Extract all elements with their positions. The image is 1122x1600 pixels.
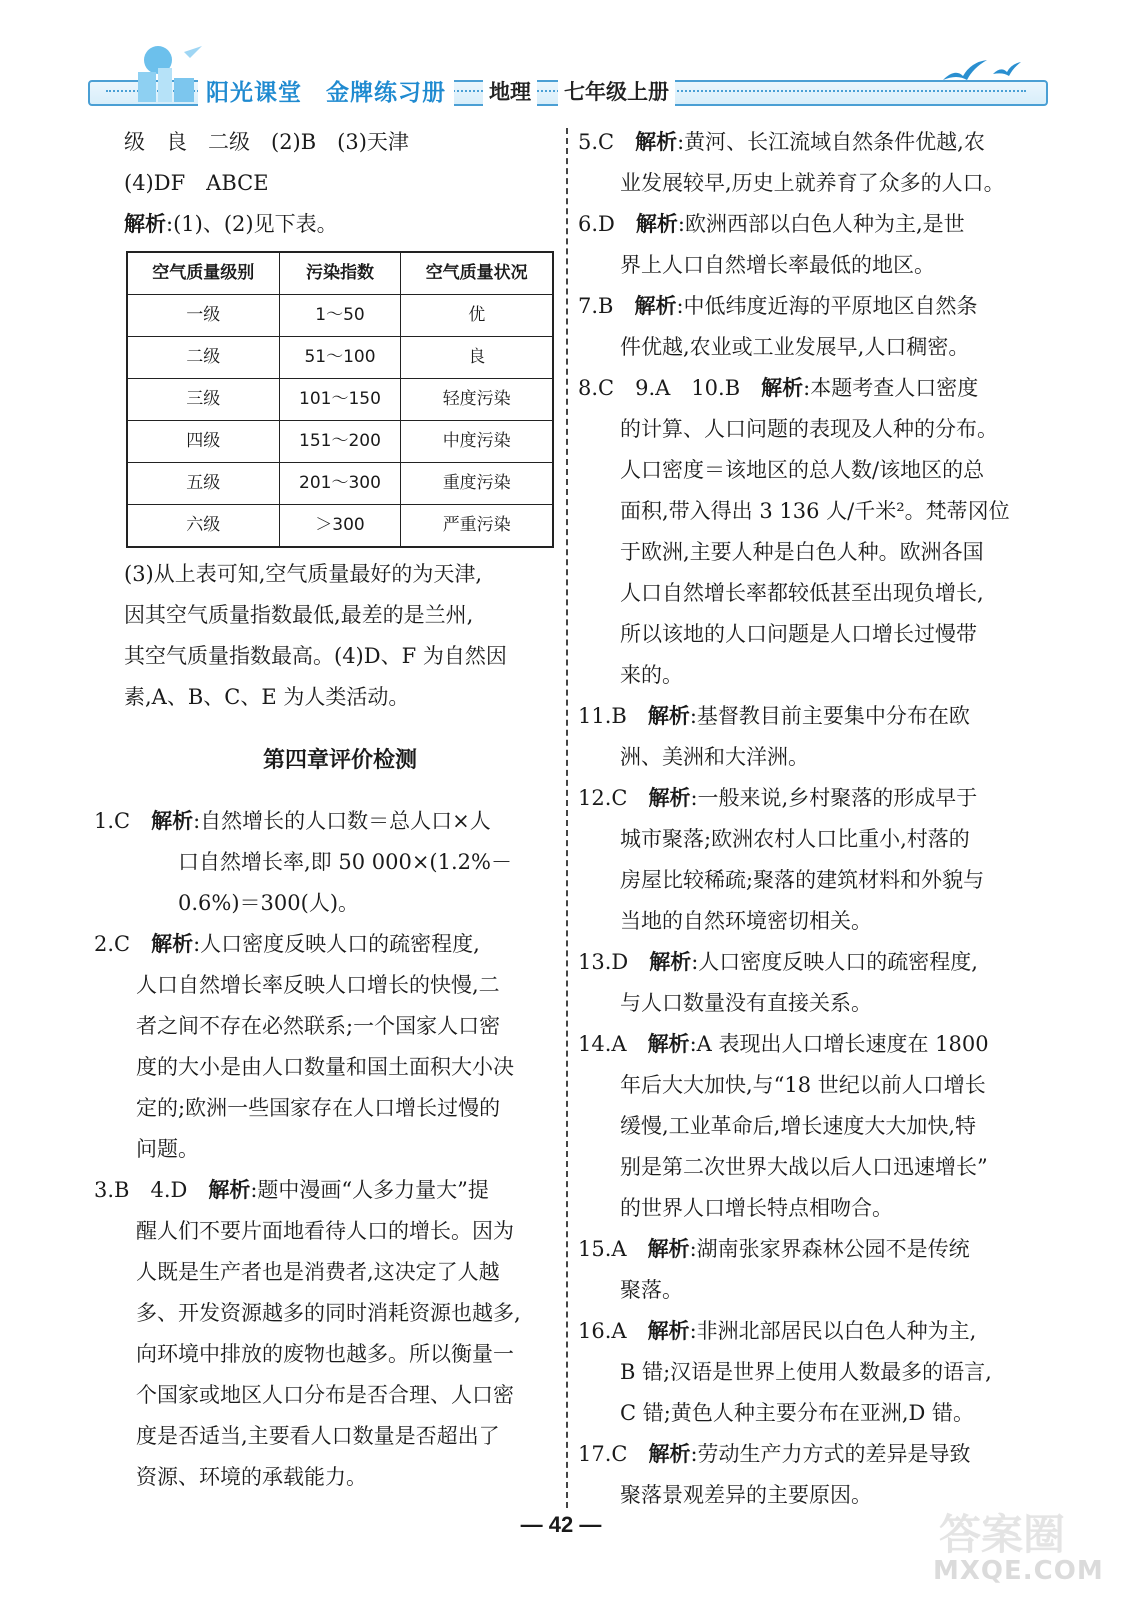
column-divider — [566, 128, 568, 1508]
analysis-text: 业发展较早,历史上就养育了众多的人口。 — [620, 171, 1005, 195]
question-number: 15.A — [578, 1237, 627, 1261]
analysis-text: 房屋比较稀疏;聚落的建筑材料和外貌与 — [620, 868, 985, 892]
analysis-text: 的计算、人口问题的表现及人种的分布。 — [620, 417, 998, 441]
analysis-text: 度的大小是由人口数量和国土面积大小决 — [136, 1055, 514, 1079]
analysis-text: 人口自然增长率反映人口增长的快慢,二 — [136, 973, 500, 997]
table-row — [127, 421, 553, 463]
question-number: 6.D — [578, 212, 615, 236]
left-column — [94, 122, 556, 1498]
table-cell: 六级 — [127, 505, 279, 548]
analysis-text: 与人口数量没有直接关系。 — [620, 991, 872, 1015]
analysis-text: B 错;汉语是世界上使用人数最多的语言, — [620, 1360, 992, 1384]
analysis-label: 解析 — [647, 1032, 690, 1056]
table-cell: ＞300 — [279, 505, 401, 548]
analysis-label: 解析 — [635, 130, 678, 154]
watermark-logo-icon: 答案圈 — [939, 1510, 1066, 1559]
paragraph-line: 其空气质量指数最高。(4)D、F 为自然因 — [124, 644, 507, 668]
table-cell: 201～300 — [279, 463, 401, 505]
analysis-label: 解析 — [761, 376, 804, 400]
analysis-text: 多、开发资源越多的同时消耗资源也越多, — [136, 1301, 521, 1325]
analysis-text: 于欧洲,主要人种是白色人种。欧洲各国 — [620, 540, 984, 564]
analysis-text: :一般来说,乡村聚落的形成早于 — [690, 786, 978, 810]
analysis-text: 度是否适当,主要看人口数量是否超出了 — [136, 1424, 500, 1448]
question-item — [578, 778, 1048, 942]
question-number: 11.B — [578, 704, 627, 728]
series-logo-icon — [128, 42, 208, 108]
analysis-text: 个国家或地区人口分布是否合理、人口密 — [136, 1383, 514, 1407]
question-item — [94, 924, 556, 1170]
table-cell: 中度污染 — [401, 421, 553, 463]
analysis-text: 问题。 — [136, 1137, 199, 1161]
analysis-text: 面积,带入得出 3 136 人/千米²。梵蒂冈位 — [620, 499, 1010, 523]
analysis-text: 界上人口自然增长率最低的地区。 — [620, 253, 935, 277]
question-number: 3.B 4.D — [94, 1178, 188, 1202]
table-cell: 51～100 — [279, 337, 401, 379]
question-number: 8.C 9.A 10.B — [578, 376, 741, 400]
table-cell: 四级 — [127, 421, 279, 463]
analysis-label: 解析 — [124, 212, 166, 236]
question-number: 13.D — [578, 950, 629, 974]
analysis-text: 资源、环境的承载能力。 — [136, 1465, 367, 1489]
table-cell: 三级 — [127, 379, 279, 421]
question-item — [578, 942, 1048, 1024]
table-cell: 严重污染 — [401, 505, 553, 548]
question-item — [578, 122, 1048, 204]
question-item — [578, 368, 1048, 696]
table-row — [127, 295, 553, 337]
analysis-text: :基督教目前主要集中分布在欧 — [689, 704, 970, 728]
section-title: 第四章评价检测 — [262, 748, 417, 773]
question-item — [578, 286, 1048, 368]
analysis-text: 年后大大加快,与“18 世纪以前人口增长 — [620, 1073, 986, 1097]
analysis-text: 缓慢,工业革命后,增长速度大大加快,特 — [620, 1114, 977, 1138]
table-cell: 一级 — [127, 295, 279, 337]
question-number: 2.C — [94, 932, 131, 956]
analysis-text: :人口密度反映人口的疏密程度, — [193, 932, 480, 956]
subject-label: 地理 — [483, 76, 537, 106]
table-cell: 101～150 — [279, 379, 401, 421]
analysis-text: 的世界人口增长特点相吻合。 — [620, 1196, 893, 1220]
analysis-label: 解析 — [647, 704, 690, 728]
page-number: — 42 — — [520, 1512, 602, 1537]
analysis-text: :欧洲西部以白色人种为主,是世 — [677, 212, 965, 236]
analysis-text: :劳动生产力方式的差异是导致 — [690, 1442, 971, 1466]
watermark-text: MXQE.COM — [933, 1556, 1104, 1586]
table-row — [127, 463, 553, 505]
question-number: 5.C — [578, 130, 615, 154]
column-header: 空气质量状况 — [401, 252, 553, 295]
table-cell: 重度污染 — [401, 463, 553, 505]
analysis-label: 解析 — [634, 294, 677, 318]
question-number: 1.C — [94, 809, 131, 833]
table-row — [127, 379, 553, 421]
analysis-text: 定的;欧洲一些国家存在人口增长过慢的 — [136, 1096, 501, 1120]
column-header: 空气质量级别 — [127, 252, 279, 295]
air-quality-table-wrap — [126, 251, 556, 548]
analysis-text: :黄河、长江流域自然条件优越,农 — [677, 130, 985, 154]
question-number: 7.B — [578, 294, 614, 318]
analysis-text: :非洲北部居民以白色人种为主, — [689, 1319, 977, 1343]
analysis-text: 当地的自然环境密切相关。 — [620, 909, 872, 933]
analysis-text: 件优越,农业或工业发展早,人口稠密。 — [620, 335, 970, 359]
table-row — [127, 337, 553, 379]
grade-label: 七年级上册 — [558, 76, 675, 106]
analysis-text: 醒人们不要片面地看待人口的增长。因为 — [136, 1219, 514, 1243]
birds-icon — [933, 50, 1043, 90]
answer-line: (4)DF ABCE — [124, 171, 269, 195]
table-cell: 151～200 — [279, 421, 401, 463]
table-cell: 优 — [401, 295, 553, 337]
analysis-text: :(1)、(2)见下表。 — [166, 212, 338, 236]
analysis-label: 解析 — [647, 1237, 690, 1261]
analysis-text: :自然增长的人口数＝总人口×人 — [193, 809, 491, 833]
question-item — [578, 1024, 1048, 1229]
series-title: 阳光课堂 金牌练习册 — [198, 74, 454, 107]
table-cell: 轻度污染 — [401, 379, 553, 421]
table-cell: 五级 — [127, 463, 279, 505]
analysis-text: 来的。 — [620, 663, 683, 687]
analysis-text: 别是第二次世界大战以后人口迅速增长” — [620, 1155, 988, 1179]
analysis-text: 口自然增长率,即 50 000×(1.2%－ — [178, 850, 512, 874]
analysis-text: :中低纬度近海的平原地区自然条 — [676, 294, 978, 318]
analysis-text: 人既是生产者也是消费者,这决定了人越 — [136, 1260, 500, 1284]
question-item — [578, 204, 1048, 286]
question-number: 14.A — [578, 1032, 627, 1056]
watermark — [925, 1500, 1104, 1590]
question-item — [578, 1311, 1048, 1434]
page-header — [88, 40, 1048, 112]
paragraph-line: 因其空气质量指数最低,最差的是兰州, — [124, 603, 474, 627]
table-header-row — [127, 252, 553, 295]
analysis-text: 聚落景观差异的主要原因。 — [620, 1483, 872, 1507]
analysis-label: 解析 — [635, 212, 678, 236]
analysis-line — [124, 204, 556, 245]
paragraph-line: 素,A、B、C、E 为人类活动。 — [124, 685, 410, 709]
analysis-text: 者之间不存在必然联系;一个国家人口密 — [136, 1014, 501, 1038]
question-number: 17.C — [578, 1442, 628, 1466]
question-item — [94, 1170, 556, 1498]
analysis-text: 人口自然增长率都较低甚至出现负增长, — [620, 581, 984, 605]
analysis-text: 聚落。 — [620, 1278, 683, 1302]
table-cell: 二级 — [127, 337, 279, 379]
paragraph-line: (3)从上表可知,空气质量最好的为天津, — [124, 562, 483, 586]
column-header: 污染指数 — [279, 252, 401, 295]
analysis-label: 解析 — [648, 1442, 691, 1466]
air-quality-table — [126, 251, 554, 548]
analysis-text: :湖南张家界森林公园不是传统 — [689, 1237, 970, 1261]
analysis-text: 0.6%)＝300(人)。 — [178, 891, 360, 915]
right-column — [578, 122, 1048, 1516]
answer-line: 级 良 二级 (2)B (3)天津 — [124, 130, 409, 154]
analysis-text: :题中漫画“人多力量大”提 — [250, 1178, 489, 1202]
question-item — [578, 1229, 1048, 1311]
analysis-text: :A 表现出人口增长速度在 1800 — [689, 1032, 989, 1056]
question-item — [94, 801, 556, 924]
analysis-text: 洲、美洲和大洋洲。 — [620, 745, 809, 769]
analysis-text: :本题考查人口密度 — [803, 376, 979, 400]
analysis-label: 解析 — [151, 932, 194, 956]
question-number: 16.A — [578, 1319, 627, 1343]
table-cell: 1～50 — [279, 295, 401, 337]
analysis-text: 人口密度＝该地区的总人数/该地区的总 — [620, 458, 985, 482]
table-cell: 良 — [401, 337, 553, 379]
analysis-label: 解析 — [208, 1178, 251, 1202]
analysis-label: 解析 — [647, 1319, 690, 1343]
analysis-text: 所以该地的人口问题是人口增长过慢带 — [620, 622, 977, 646]
table-row — [127, 505, 553, 548]
analysis-label: 解析 — [151, 809, 194, 833]
analysis-text: :人口密度反映人口的疏密程度, — [691, 950, 978, 974]
question-item — [578, 696, 1048, 778]
analysis-label: 解析 — [649, 950, 692, 974]
question-number: 12.C — [578, 786, 628, 810]
analysis-text: 城市聚落;欧洲农村人口比重小,村落的 — [620, 827, 970, 851]
analysis-text: C 错;黄色人种主要分布在亚洲,D 错。 — [620, 1401, 975, 1425]
analysis-text: 向环境中排放的废物也越多。所以衡量一 — [136, 1342, 514, 1366]
analysis-label: 解析 — [648, 786, 691, 810]
